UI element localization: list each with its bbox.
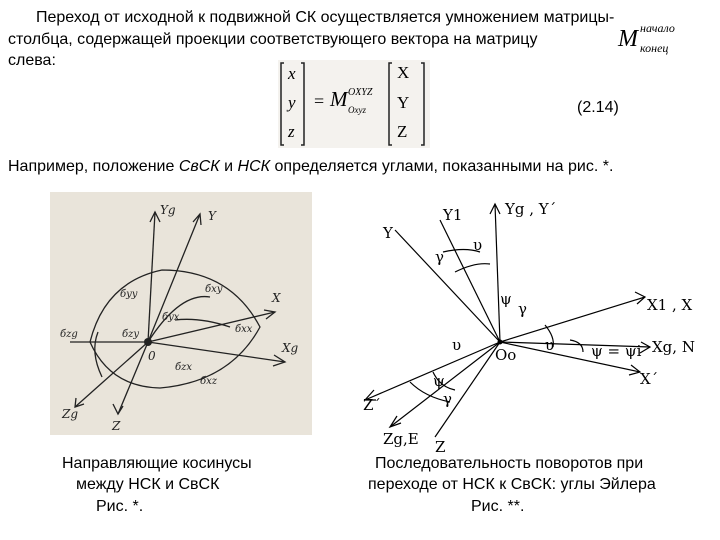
fig1-label-Z: Z bbox=[112, 419, 121, 433]
fig1-label-Xg: Xg bbox=[282, 341, 299, 355]
fig2-label-gamma-top: γ bbox=[435, 248, 444, 266]
fig2-label-upsilon-dot: υ bbox=[452, 336, 462, 354]
fig1-label-Y: Y bbox=[208, 209, 216, 223]
equals-sign: = bbox=[314, 91, 325, 111]
fig2-label-upsilon-mid: υ bbox=[545, 336, 555, 354]
fig1-label-syy: бyy bbox=[120, 289, 138, 300]
fig1-caption-line-2: между НСК и СвСК bbox=[76, 476, 220, 493]
fig2-caption-line-2: переходе от НСК к СвСК: углы Эйлера bbox=[368, 476, 656, 493]
matrix-subscript: конец bbox=[640, 41, 669, 55]
fig2-label-Y: Y bbox=[383, 224, 393, 242]
fig1-label-O: 0 bbox=[148, 349, 156, 363]
fig1-label-syx: бyx bbox=[162, 312, 180, 323]
fig1-caption-line-1: Направляющие косинусы bbox=[62, 455, 252, 472]
fig2-label-psi-low: ψ bbox=[433, 372, 445, 390]
fig1-label-sxy: бxy bbox=[205, 284, 223, 295]
fig1-label-sxx: бxx bbox=[235, 324, 253, 335]
fig2-label-upsilon-top: υ bbox=[473, 236, 483, 254]
vec-y: y bbox=[288, 93, 296, 112]
paragraph-line-1: Переход от исходной к подвижной СК осуществляется умножением матрицы- bbox=[36, 9, 615, 26]
example-nsk: НСК bbox=[237, 158, 271, 175]
fig2-label-gamma-low: γ bbox=[443, 390, 452, 408]
figure2-drawing bbox=[355, 192, 695, 457]
fig2-label-X1-X: X1 , X bbox=[647, 296, 693, 314]
fig1-label-Zg: Zg bbox=[62, 407, 79, 421]
vec-z: z bbox=[288, 122, 295, 141]
example-svsk: СвСК bbox=[178, 158, 220, 175]
fig1-caption-line-3: Рис. *. bbox=[96, 498, 144, 515]
vec-X: X bbox=[397, 63, 410, 82]
origin-dot bbox=[144, 338, 152, 346]
figure-direction-cosines bbox=[50, 192, 312, 435]
fig1-label-szg: бzg bbox=[60, 329, 78, 340]
fig2-label-Zg-E: Zg,E bbox=[383, 430, 419, 448]
fig2-label-Xprime: X´ bbox=[640, 370, 659, 388]
fig1-label-szy: бzy bbox=[122, 329, 140, 340]
fig2-label-Yg-Yprime: Yg , Y´ bbox=[505, 200, 557, 218]
fig2-label-Oo: Oo bbox=[495, 346, 517, 364]
equation-2-14 bbox=[278, 60, 430, 148]
matrix-symbol: M bbox=[618, 26, 638, 52]
matrix-M: M bbox=[330, 87, 348, 111]
fig1-label-sxz: бxz bbox=[200, 376, 218, 387]
example-suffix: определяется углами, показанными на рис. *. bbox=[270, 158, 614, 175]
fig2-label-Zprime: Z´ bbox=[363, 396, 381, 414]
fig1-label-X: X bbox=[272, 291, 281, 305]
fig2-label-psi-eq: ψ = ψi bbox=[591, 342, 642, 360]
matrix-M-superscript: OXYZ bbox=[348, 87, 373, 98]
matrix-superscript: начало bbox=[640, 21, 675, 35]
paragraph-line-3: слева: bbox=[8, 52, 56, 69]
figure1-drawing bbox=[50, 192, 312, 435]
fig1-label-Yg: Yg bbox=[160, 203, 176, 217]
vec-Y: Y bbox=[397, 93, 410, 112]
fig2-label-Xg-N: Xg, N bbox=[652, 338, 695, 356]
paragraph-line-2: столбца, содержащей проекции соответствующего вектора на матрицу bbox=[8, 31, 538, 48]
fig2-label-Y1: Y1 bbox=[443, 206, 463, 224]
fig1-label-szx: бzx bbox=[175, 362, 193, 373]
equation-number: (2.14) bbox=[577, 99, 619, 116]
matrix-M-subscript: Oxyz bbox=[348, 105, 366, 115]
fig2-caption-line-1: Последовательность поворотов при bbox=[375, 455, 644, 472]
fig2-caption-line-3: Рис. **. bbox=[471, 498, 525, 515]
vec-Z: Z bbox=[397, 122, 408, 141]
example-prefix: Например, положение bbox=[8, 158, 179, 175]
vec-x: x bbox=[288, 64, 296, 83]
example-and: и bbox=[219, 158, 238, 175]
example-line bbox=[8, 157, 613, 176]
fig2-label-psi-dot: ψ bbox=[500, 290, 512, 308]
fig2-label-gamma-dot: γ bbox=[518, 300, 527, 318]
fig2-label-Z: Z bbox=[435, 438, 446, 456]
figure-euler-angles bbox=[355, 192, 695, 457]
